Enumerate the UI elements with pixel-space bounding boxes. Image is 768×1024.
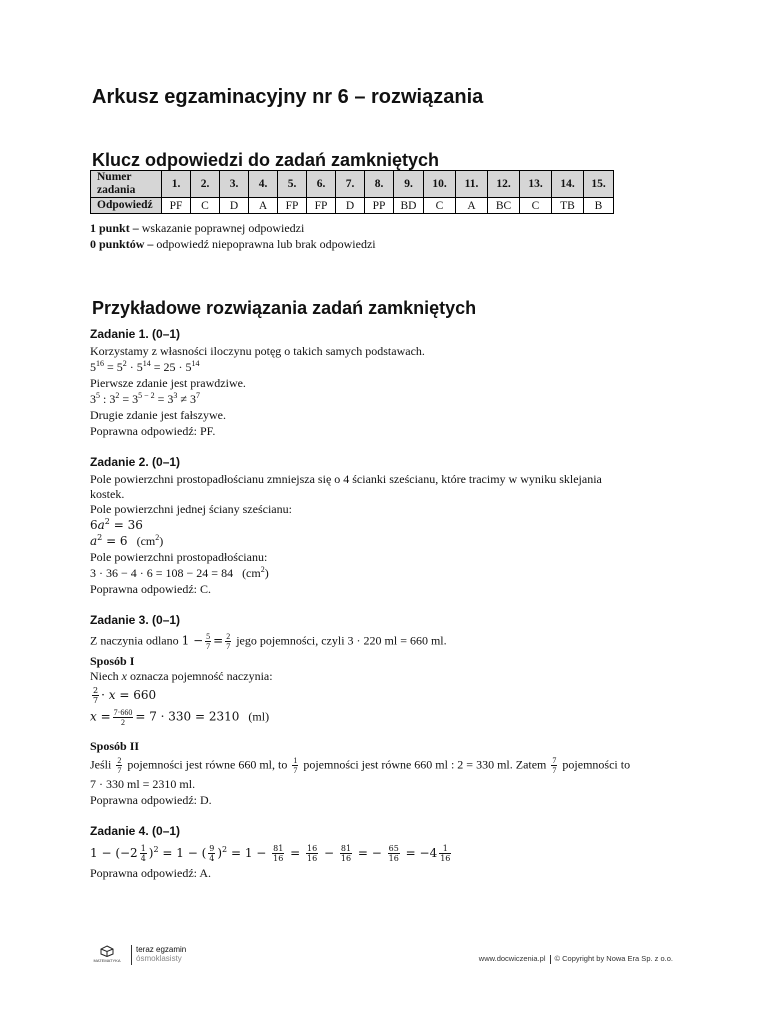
task-number-cell: 2. bbox=[191, 171, 220, 198]
task1-answer: Poprawna odpowiedź: PF. bbox=[90, 424, 216, 438]
task1-line: Drugie zdanie jest fałszywe. bbox=[90, 408, 226, 422]
task-number-cell: 15. bbox=[584, 171, 614, 198]
page-title: Arkusz egzaminacyjny nr 6 – rozwiązania bbox=[92, 86, 484, 108]
task-number-cell: 10. bbox=[424, 171, 456, 198]
task-number-cell: 14. bbox=[552, 171, 584, 198]
task1-equation: $5^{16} = 5^2 \cdot 5^{14} = 25 \cdot 5^{14}$ bbox=[90, 359, 200, 374]
answer-cell: A bbox=[249, 198, 278, 214]
task3-answer: Poprawna odpowiedź: D. bbox=[90, 793, 212, 807]
scoring-zero-points: 0 punktów – odpowiedź niepoprawna lub brak odpowiedzi bbox=[90, 237, 376, 251]
answer-key-answer-row bbox=[91, 198, 614, 214]
answer-cell: D bbox=[220, 198, 249, 214]
task1-title: Zadanie 1. (0–1) bbox=[90, 327, 181, 341]
task1-line: Korzystamy z własności iloczynu potęg o takich samych podstawach. bbox=[90, 344, 425, 358]
answer-cell: TB bbox=[552, 198, 584, 214]
answer-cell: B bbox=[584, 198, 614, 214]
answer-cell: C bbox=[191, 198, 220, 214]
task2-equation: $6a^2 = 36$ bbox=[90, 517, 143, 532]
publisher-logo bbox=[92, 945, 122, 963]
answer-cell: FP bbox=[278, 198, 307, 214]
answer-cell: BC bbox=[488, 198, 520, 214]
task2-line: Pole powierzchni prostopadłościanu: bbox=[90, 550, 268, 564]
task3-equation: x = $\frac{7\cdot 660}{2}$ = 7 · 330 = 2310 (ml) bbox=[90, 708, 270, 727]
task-number-cell: 6. bbox=[307, 171, 336, 198]
footer-divider bbox=[131, 945, 132, 965]
method-1-label: Sposób I bbox=[90, 654, 135, 668]
method-2-label: Sposób II bbox=[90, 739, 140, 753]
task-number-cell: 13. bbox=[520, 171, 552, 198]
task4-equation: 1 − (−2 $\frac{1}{4}$ )$^2$ = 1 − ( $\frac{9}{4}$ )$^2$ = 1 − $\frac{81}{16}$ = $\frac{16}{16}$ − $\frac{81}{16}$ = − $\frac{65}{16}$ = −4 $\frac{1}{16}$ bbox=[90, 844, 451, 863]
task2-equation: 3 · 36 − 4 · 6 = 108 − 24 = 84 $(cm^2)$ bbox=[90, 565, 269, 580]
task2-answer: Poprawna odpowiedź: C. bbox=[90, 582, 211, 596]
task3-title: Zadanie 3. (0–1) bbox=[90, 613, 181, 627]
task3-line: Jeśli $\frac{2}{7}$ pojemności jest równe 660 ml, to $\frac{1}{7}$ pojemności jest równe 660 ml : 2 = 330 ml. Zatem $\frac{7}{7}$ pojemności to bbox=[90, 756, 631, 775]
answer-key-heading: Klucz odpowiedzi do zadań zamkniętych bbox=[92, 150, 440, 170]
answer-cell: BD bbox=[394, 198, 424, 214]
website-link[interactable]: www.docwiczenia.pl bbox=[478, 954, 546, 963]
task-number-cell: 3. bbox=[220, 171, 249, 198]
task-number-cell: 12. bbox=[488, 171, 520, 198]
task-number-cell: 5. bbox=[278, 171, 307, 198]
task-number-cell: 7. bbox=[336, 171, 365, 198]
task3-equation: $\frac{2}{7}$ · x = 660 bbox=[93, 686, 157, 705]
cube-icon bbox=[100, 945, 114, 957]
footer-copyright: www.docwiczenia.pl © Copyright by Nowa Era Sp. z o.o. bbox=[478, 954, 673, 963]
task1-line: Pierwsze zdanie jest prawdziwe. bbox=[90, 376, 246, 390]
answer-cell: PP bbox=[365, 198, 394, 214]
task-number-cell: 8. bbox=[365, 171, 394, 198]
task4-title: Zadanie 4. (0–1) bbox=[90, 824, 181, 838]
answer-key-table bbox=[90, 170, 614, 214]
answer-label: Odpowiedź bbox=[91, 198, 162, 214]
answer-key-header-row bbox=[91, 171, 614, 198]
task1-equation: $3^5$ : $3^2 = 3^{5 - 2} = 3^3 \ne 3^7$ bbox=[90, 391, 201, 406]
task-number-cell: 11. bbox=[456, 171, 488, 198]
task3-line: 7 · 330 ml = 2310 ml. bbox=[90, 777, 196, 791]
answer-cell: D bbox=[336, 198, 365, 214]
task2-line: Pole powierzchni prostopadłościanu zmniejsza się o 4 ścianki sześcianu, które tracimy w wyniku sklejania bbox=[90, 472, 602, 486]
scoring-one-point: 1 punkt – wskazanie poprawnej odpowiedzi bbox=[90, 221, 305, 235]
solutions-heading: Przykładowe rozwiązania zadań zamkniętych bbox=[92, 298, 477, 318]
task4-answer: Poprawna odpowiedź: A. bbox=[90, 866, 211, 880]
answer-cell: FP bbox=[307, 198, 336, 214]
task-number-cell: 1. bbox=[162, 171, 191, 198]
answer-cell: C bbox=[520, 198, 552, 214]
answer-cell: PF bbox=[162, 198, 191, 214]
brand-name: teraz egzamin ósmoklasisty bbox=[136, 945, 187, 963]
answer-cell: A bbox=[456, 198, 488, 214]
task-number-cell: 4. bbox=[249, 171, 278, 198]
task3-line: Z naczynia odlano 1 − $\frac{5}{7}$ = $\frac{2}{7}$ jego pojemności, czyli 3 · 220 ml = 660 ml. bbox=[90, 632, 447, 651]
answer-cell: C bbox=[424, 198, 456, 214]
task-number-label: Numer zadania bbox=[91, 171, 162, 198]
task2-title: Zadanie 2. (0–1) bbox=[90, 455, 181, 469]
task2-equation: $a^2 = 6$ $(cm^2)$ bbox=[90, 533, 164, 548]
task2-line: kostek. bbox=[90, 487, 125, 501]
task3-line: Niech x oznacza pojemność naczynia: bbox=[90, 669, 273, 683]
task-number-cell: 9. bbox=[394, 171, 424, 198]
task2-line: Pole powierzchni jednej ściany sześcianu: bbox=[90, 502, 292, 516]
logo-label: MATEMATYKA bbox=[93, 958, 121, 963]
